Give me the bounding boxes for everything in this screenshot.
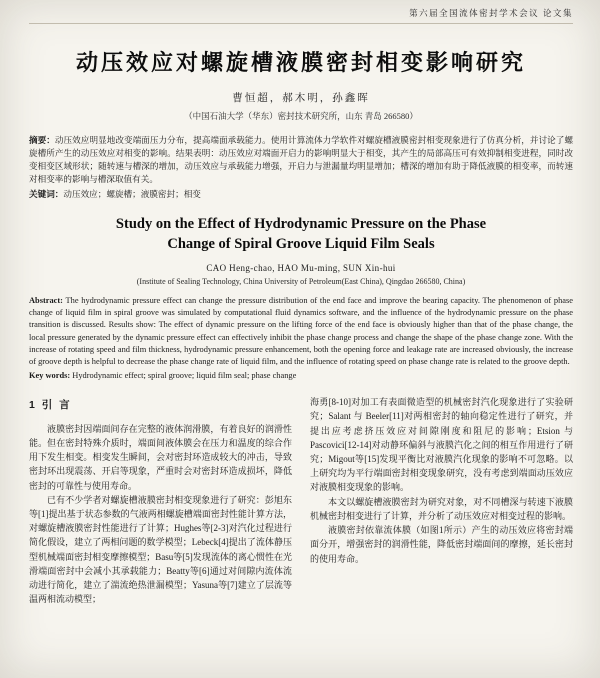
- keywords-en-text: Hydrodynamic effect; spiral groove; liquid film seal; phase change: [72, 370, 297, 380]
- paper-title-en-line2: Change of Spiral Groove Liquid Film Seals: [167, 235, 435, 252]
- keywords-en-label: Key words:: [29, 370, 71, 380]
- left-column: [29, 395, 292, 606]
- body-paragraph: 液膜密封因端面间存在完整的液体润滑膜，有着良好的润滑性能。但在密封特殊介质时，端面间液体膜会在压力和温度的综合作用下发生相变。相变发生瞬间，会对密封环造成较大的冲击，导致密封环出现震荡、开启等现象，严重时会对密封环造成损坏，降低密封的可靠性与使用寿命。: [29, 423, 292, 491]
- right-column: [310, 395, 573, 606]
- abstract-cn: [29, 134, 573, 186]
- running-head: 第六届全国流体密封学术会议 论文集: [409, 8, 573, 18]
- body-paragraph: 已有不少学者对螺旋槽液膜密封相变现象进行了研究：彭旭东等[1]提出基于状态参数的气液两相螺旋槽端面密封性能计算方法，对螺旋槽液膜密封性能进行了计算；Hughes等[2-3]对汽化过程进行简化假设，建立了两相问题的数学模型；Lebeck[4]提出了流体静压型机械端面密封相变摩擦模型；Basu等[5]发现流体的离心惯性在光滑端面密封中会减小其承载能力；Beatty等[6]通过对间隙内流体流动进行简化，建立了湍流绝热泄漏模型；Yasuna等[7]建立了层流等温两相流动模型；: [29, 494, 292, 605]
- body-paragraph: 海勇[8-10]对加工有表面微造型的机械密封汽化现象进行了实验研究；Salant 与 Beeler[11]对两相密封的轴向稳定性进行了研究，并提出应考虑挤压效应对间隙刚度和阻尼的影响；Etsion 与 Pascovici[12-14]对动静环偏斜与液膜汽化之间的相互作用进行了研究；Migout等[15]发现平衡比对液膜汽化现象的影响不可忽略。以上研究均为平行端面密封相变现象研究，没有考虑到端面动压效应对液膜相变现象的影响。: [310, 397, 573, 493]
- authors-cn: 曹恒超，郝木明，孙鑫晖: [232, 93, 370, 104]
- abstract-en-text: The hydrodynamic pressure effect can change the pressure distribution of the end face and improve the bearing capacity. The phenomenon of phase change of liquid film in spiral groove was simulated by computational fluid dynamics software, and the influence of the hydrodynamic pressure on the phase transition is discussed. Results show: The effect of dynamic pressure on the lifting force of the end face is obviously higher than that of the phase change, the local pressure generated by the dynamic pressure effect can effectively inhibit the phase change process and change the shape of the phase change zone. With the increase of rotating speed and film thickness, hydrodynamic pressure enhancement, both the opening force and leakage rate are increased obviously, the increase of groove depth is helpful to decrease the phase change rate of liquid film, and the influence of rotating speed on phase change rate is related to the groove depth.: [29, 295, 573, 367]
- affiliation-cn: （中国石油大学（华东）密封技术研究所，山东 青岛 266580）: [184, 111, 418, 121]
- section-heading-introduction: 1 引 言: [29, 399, 72, 412]
- abstract-en-label: Abstract:: [29, 295, 63, 305]
- keywords-cn: [29, 188, 573, 201]
- abstract-cn-label: 摘要：: [29, 135, 55, 145]
- affiliation-en: (Institute of Sealing Technology, China University of Petroleum(East China), Qingdao 266580, China): [136, 276, 466, 286]
- body-paragraph: 液膜密封依靠流体膜（如图1所示）产生的动压效应将密封端面分开，增强密封的润滑性能，降低密封端面间的摩擦，延长密封的使用寿命。: [310, 525, 573, 564]
- paper-title-cn: 动压效应对螺旋槽液膜密封相变影响研究: [75, 50, 526, 75]
- paper-title-en-line1: Study on the Effect of Hydrodynamic Pressure on the Phase: [115, 216, 487, 233]
- keywords-cn-text: 动压效应；螺旋槽；液膜密封；相变: [63, 188, 201, 199]
- header-divider: [29, 23, 573, 24]
- body-paragraph: 本文以螺旋槽液膜密封为研究对象，对不同槽深与转速下液膜机械密封相变进行了计算，并分析了动压效应对相变过程的影响。: [310, 496, 573, 521]
- body-columns: [29, 395, 573, 606]
- authors-en: CAO Heng-chao, HAO Mu-ming, SUN Xin-hui: [206, 262, 396, 273]
- keywords-en: [29, 370, 573, 382]
- paper-title-en: [29, 215, 573, 253]
- keywords-cn-label: 关键词：: [29, 188, 64, 199]
- abstract-cn-text: 动压效应明显地改变端面压力分布，提高端面承载能力。使用计算流体力学软件对螺旋槽液膜密封相变现象进行了仿真分析，并讨论了螺旋槽所产生的动压效应对相变的影响。结果表明：动压效应对端面开启力的影响明显大于相变，其产生的局部高压可有效抑制相变进程，同时改变相变区域形状；随转速与槽深的增加，动压效应与承载能力增强，开启力与泄漏量均明显增加；槽深的增加有助于降低液膜的相变率，而转速对相变率的影响与槽深取值有关。: [29, 135, 573, 184]
- abstract-en: [29, 295, 573, 369]
